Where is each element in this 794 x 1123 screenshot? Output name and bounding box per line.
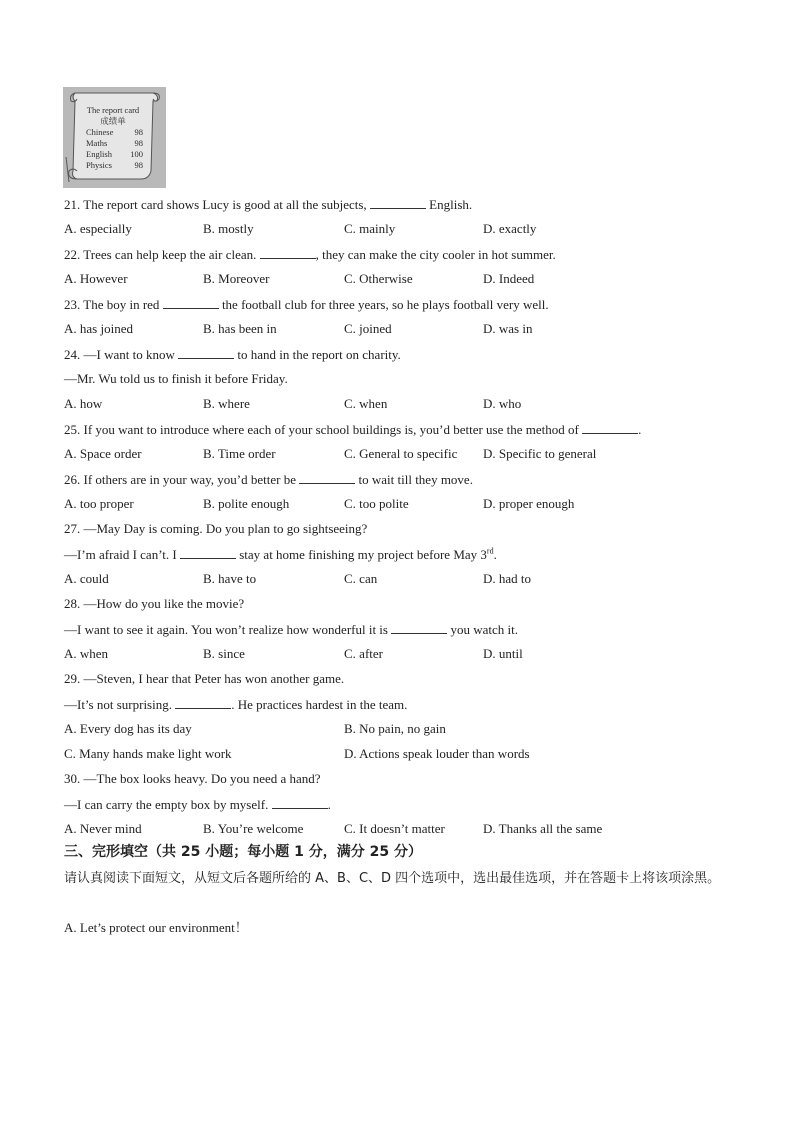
answer-option: A. has joined [64,321,133,336]
question-stem [64,471,473,488]
question-stem [64,371,288,387]
answer-option: C. Many hands make light work [64,746,232,761]
answer-blank [260,246,316,259]
answer-option: A. how [64,396,103,411]
answer-option: D. until [483,646,523,661]
question-stem [64,196,472,213]
subject-score: 98 [134,127,143,137]
stem-text: —I want to see it again. You won’t realize how wonderful it is [64,622,392,637]
stem-text: , they can make the city cooler in hot summer. [315,247,556,262]
answer-option: C. when [344,396,388,411]
section-instruction: 请认真阅读下面短文，从短文后各题所给的 A、B、C、D 四个选项中，选出最佳选项，并在答题卡上将该项涂黑。 [64,871,721,886]
stem-text: 25. If you want to introduce where each of your school buildings is, you’d better use the method of [64,422,583,437]
answer-option: A. could [64,571,109,586]
question-stem [64,621,518,638]
report-card-image [63,87,166,188]
question-stem [64,796,331,813]
answer-option: B. You’re welcome [203,821,304,836]
stem-text: . [327,797,331,812]
subject-name: Chinese [86,127,114,137]
ordinal-suffix: rd [486,546,494,556]
stem-text: you watch it. [447,622,518,637]
answer-blank [582,421,638,434]
answer-option: D. Actions speak louder than words [344,746,530,761]
question-stem [64,596,244,612]
stem-text: 30. —The box looks heavy. Do you need a hand? [64,771,321,786]
stem-text: to wait till they move. [355,472,473,487]
report-card-row [80,127,146,138]
stem-text: 22. Trees can help keep the air clean. [64,247,260,262]
report-card-row [80,138,146,149]
subject-score: 100 [130,149,143,159]
question-stem [64,421,641,438]
answer-option: C. can [344,571,378,586]
answer-option: C. after [344,646,383,661]
answer-option: C. mainly [344,221,396,236]
answer-option: A. Never mind [64,821,142,836]
answer-option: A. especially [64,221,132,236]
passage-title: A. Let’s protect our environment！ [64,920,248,935]
answer-option: A. However [64,271,128,286]
answer-blank [163,296,219,309]
answer-blank [391,621,447,634]
stem-text: —I’m afraid I can’t. I [64,547,180,562]
answer-blank [299,471,355,484]
answer-option: D. Thanks all the same [483,821,603,836]
answer-option: B. where [203,396,250,411]
stem-text: 21. The report card shows Lucy is good at all the subjects, [64,197,370,212]
stem-text: —I can carry the empty box by myself. [64,797,272,812]
question-stem [64,771,321,787]
answer-option: C. General to specific [344,446,458,461]
question-stem [64,671,344,687]
answer-option: C. It doesn’t matter [344,821,445,836]
answer-blank [272,796,328,809]
answer-option: A. Space order [64,446,142,461]
answer-option: C. too polite [344,496,409,511]
answer-option: B. has been in [203,321,277,336]
stem-text: 26. If others are in your way, you’d better be [64,472,300,487]
question-stem [64,246,556,263]
question-stem [64,696,407,713]
question-stem [64,521,367,537]
answer-option: D. proper enough [483,496,575,511]
report-card-row [80,160,146,171]
question-stem [64,296,549,313]
answer-option: B. mostly [203,221,254,236]
question-stem [64,346,401,363]
answer-option: B. Time order [203,446,276,461]
report-card-title: The report card [86,105,140,115]
stem-text: English. [425,197,473,212]
stem-text: . [493,547,497,562]
stem-text: 24. —I want to know [64,347,179,362]
stem-text: to hand in the report on charity. [234,347,401,362]
answer-blank [370,196,426,209]
subject-name: Physics [86,160,112,170]
stem-text: 29. —Steven, I hear that Peter has won another game. [64,671,345,686]
question-stem [64,546,497,563]
stem-text: . He practices hardest in the team. [231,697,408,712]
answer-option: B. have to [203,571,257,586]
subject-score: 98 [134,160,143,170]
report-card-subtitle: 成绩单 [100,116,126,126]
answer-option: D. was in [483,321,533,336]
stem-text: 23. The boy in red [64,297,163,312]
answer-option: B. No pain, no gain [344,721,446,736]
subject-name: English [86,149,112,159]
answer-option: C. Otherwise [344,271,413,286]
answer-blank [180,546,236,559]
answer-blank [175,696,231,709]
answer-option: A. when [64,646,109,661]
stem-text: stay at home finishing my project before May 3 [235,547,487,562]
subject-score: 98 [134,138,143,148]
answer-option: D. who [483,396,522,411]
stem-text: 28. —How do you like the movie? [64,596,245,611]
answer-option: B. since [203,646,245,661]
stem-text: . [638,422,642,437]
answer-option: A. too proper [64,496,134,511]
answer-option: C. joined [344,321,392,336]
report-card-row [80,149,146,160]
stem-text: —Mr. Wu told us to finish it before Friday. [64,371,288,386]
stem-text: —It’s not surprising. [64,697,176,712]
answer-option: D. had to [483,571,532,586]
stem-text: 27. —May Day is coming. Do you plan to go sightseeing? [64,521,368,536]
section-title: 三、完形填空（共 25 小题；每小题 1 分，满分 25 分） [64,844,422,860]
answer-option: B. Moreover [203,271,270,286]
answer-option: A. Every dog has its day [64,721,192,736]
answer-option: B. polite enough [203,496,290,511]
answer-blank [178,346,234,359]
answer-option: D. exactly [483,221,537,236]
stem-text: the football club for three years, so he plays football very well. [218,297,549,312]
answer-option: D. Indeed [483,271,535,286]
subject-name: Maths [86,138,108,148]
answer-option: D. Specific to general [483,446,597,461]
